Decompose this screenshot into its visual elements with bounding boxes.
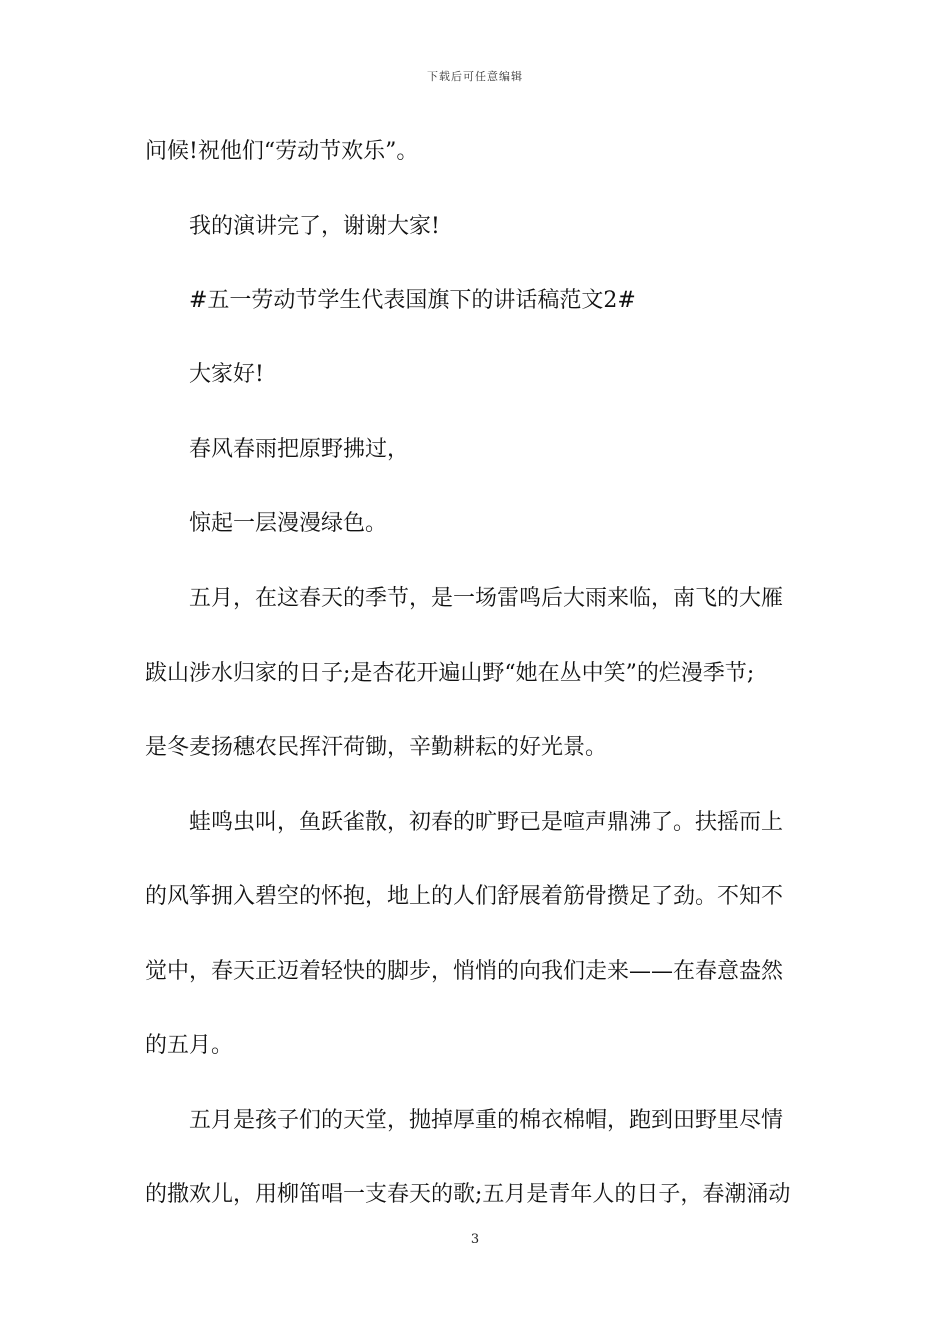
paragraph-line: 蛙鸣虫叫，鱼跃雀散，初春的旷野已是喧声鼎沸了。扶摇而上 — [189, 810, 784, 835]
paragraph-line: 的风筝拥入碧空的怀抱，地上的人们舒展着筋骨攒足了劲。不知不 — [145, 884, 784, 909]
paragraph-line: 春风春雨把原野拂过， — [189, 437, 410, 462]
page-number: 3 — [470, 1232, 480, 1247]
paragraph-line: 的撒欢儿，用柳笛唱一支春天的歌;五月是青年人的日子，春潮涌动 — [145, 1182, 791, 1207]
paragraph-line: 我的演讲完了，谢谢大家! — [189, 214, 440, 239]
paragraph-line: 的五月。 — [145, 1033, 234, 1058]
paragraph-line: 大家好! — [189, 362, 264, 387]
paragraph-line: 问候!祝他们“劳动节欢乐”。 — [145, 139, 419, 164]
header-note: 下载后可任意编辑 — [427, 70, 523, 83]
section-heading: #五一劳动节学生代表国旗下的讲话稿范文2# — [189, 288, 636, 313]
paragraph-line: 五月是孩子们的天堂，抛掉厚重的棉衣棉帽，跑到田野里尽情 — [189, 1108, 784, 1133]
paragraph-line: 惊起一层漫漫绿色。 — [189, 511, 388, 536]
paragraph-line: 是冬麦扬穗农民挥汗荷锄，辛勤耕耘的好光景。 — [145, 735, 608, 760]
paragraph-line: 觉中，春天正迈着轻快的脚步，悄悄的向我们走来——在春意盎然 — [145, 959, 784, 984]
paragraph-line: 跋山涉水归家的日子;是杏花开遍山野“她在丛中笑”的烂漫季节; — [145, 661, 755, 686]
paragraph-line: 五月，在这春天的季节，是一场雷鸣后大雨来临，南飞的大雁 — [189, 586, 784, 611]
